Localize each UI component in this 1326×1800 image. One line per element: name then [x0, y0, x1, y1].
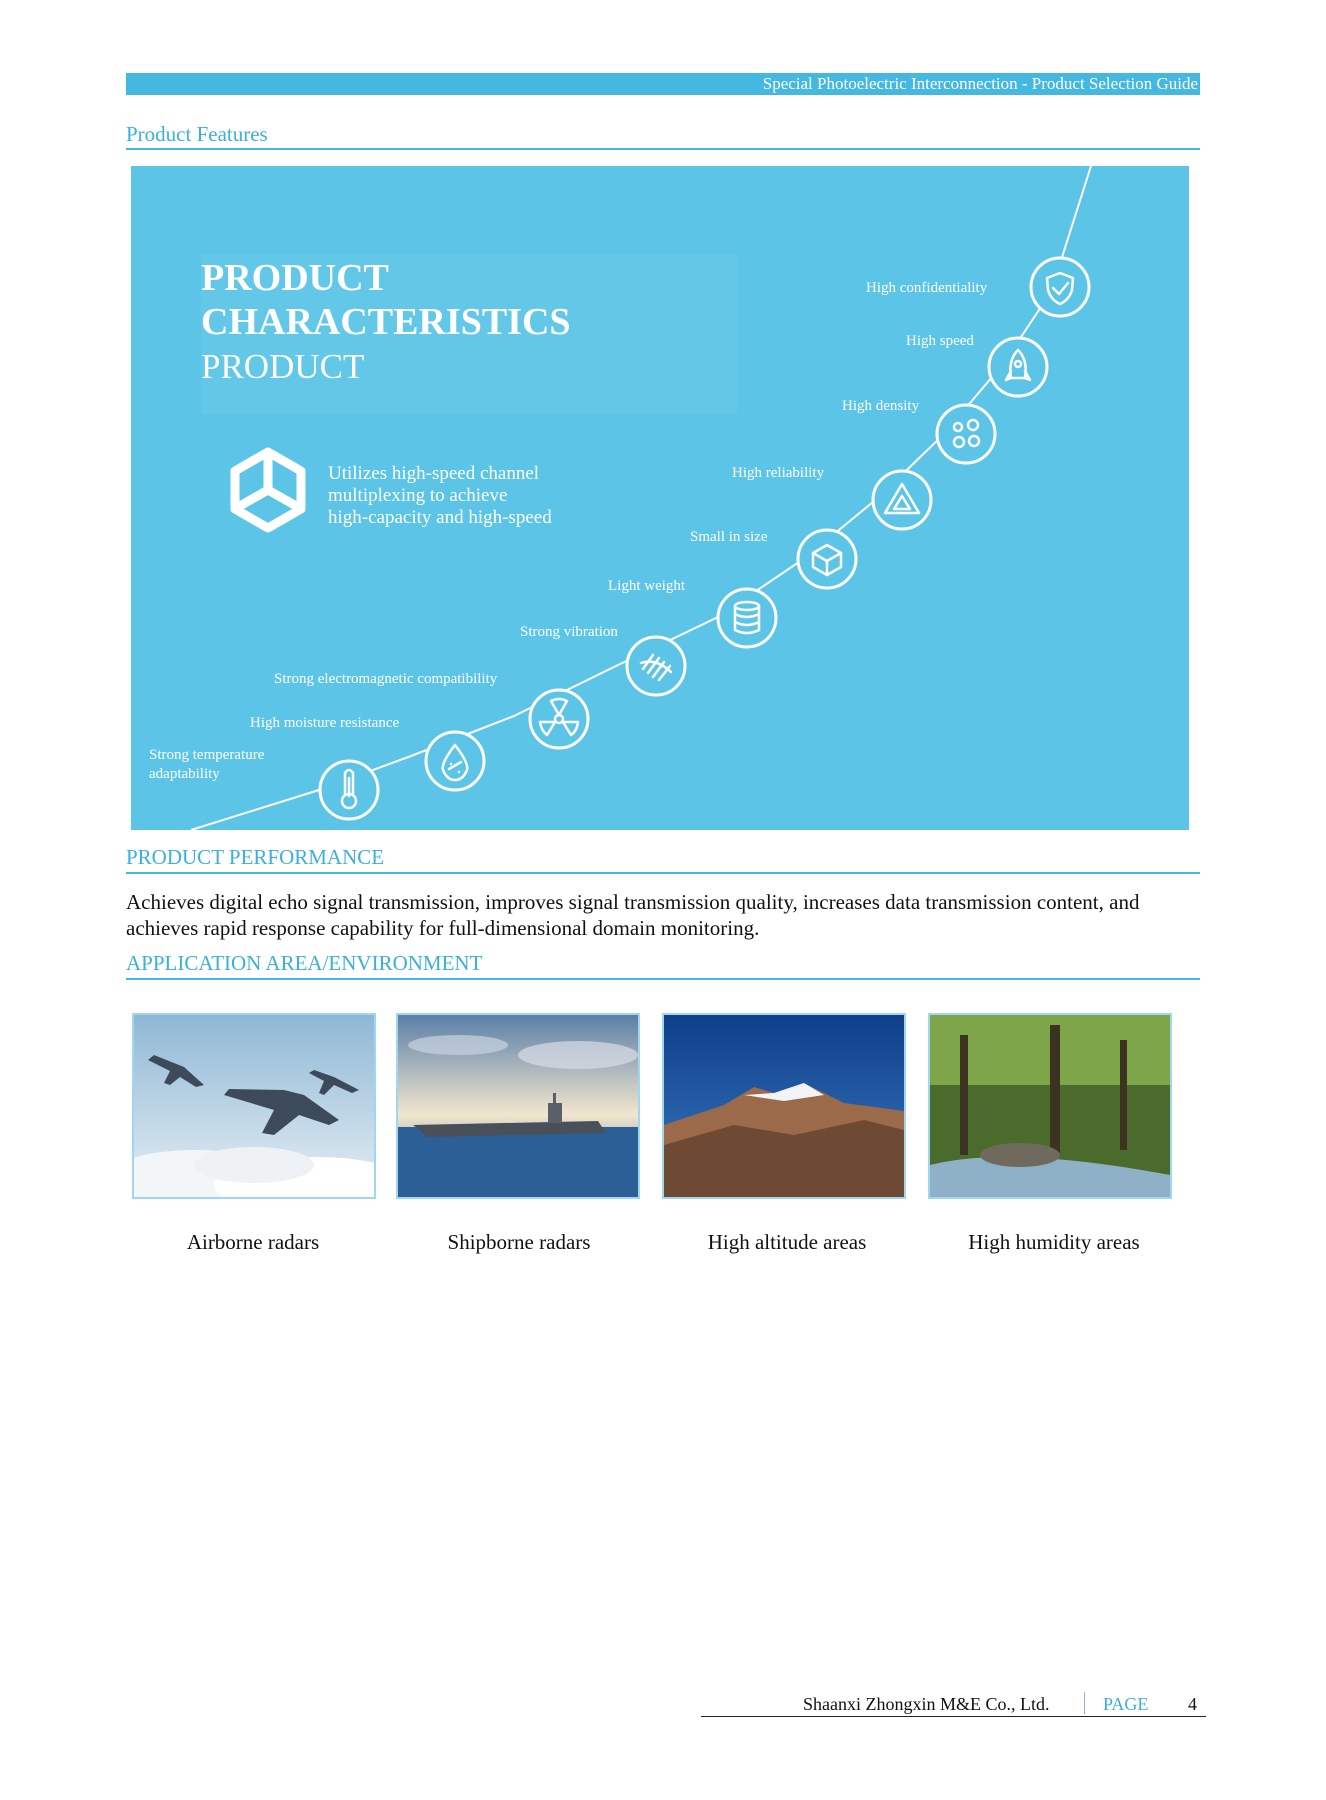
product-characteristics-banner	[131, 166, 1189, 830]
section-rule	[126, 978, 1200, 980]
footer-page-number: 4	[1188, 1694, 1197, 1714]
feature-label-6: Strong vibration	[520, 624, 618, 640]
caption-high-altitude: High altitude areas	[707, 1230, 867, 1254]
feature-circle-2	[937, 405, 995, 463]
footer-rule	[701, 1716, 1206, 1717]
performance-text: Achieves digital echo signal transmission, improves signal transmission quality, increases data transmission content, and achieves rapid response capability for full-dimensional domain monitoring.	[126, 890, 1140, 940]
section-rule	[126, 872, 1200, 874]
feature-label-0: High confidentiality	[866, 280, 988, 296]
feature-label-1: High speed	[906, 333, 974, 349]
caption-airborne: Airborne radars	[186, 1230, 320, 1254]
shipborne-radar-image	[396, 1013, 640, 1199]
banner-desc-line3: high-capacity and high-speed	[328, 507, 552, 528]
airborne-radar-image	[132, 1013, 376, 1199]
feature-label-3: High reliability	[732, 465, 825, 481]
footer-company: Shaanxi Zhongxin M&E Co., Ltd.	[803, 1694, 1050, 1714]
header-title: Special Photoelectric Interconnection - Product Selection Guide	[762, 74, 1198, 93]
feature-circle-4	[798, 530, 856, 588]
feature-circle-6	[627, 637, 685, 695]
banner-desc-line1: Utilizes high-speed channel	[328, 463, 540, 484]
high-humidity-image	[928, 1013, 1172, 1199]
section-title-application: APPLICATION AREA/ENVIRONMENT	[126, 951, 483, 975]
banner-title-line3: PRODUCT	[201, 347, 365, 386]
high-altitude-image	[662, 1013, 906, 1199]
caption-shipborne: Shipborne radars	[447, 1230, 591, 1254]
feature-label-9b: adaptability	[149, 766, 220, 782]
feature-label-9a: Strong temperature	[149, 747, 265, 763]
banner-desc-line2: multiplexing to achieve	[328, 485, 508, 506]
header-bar	[126, 73, 1200, 95]
caption-high-humidity: High humidity areas	[968, 1230, 1140, 1254]
feature-label-7: Strong electromagnetic compatibility	[274, 671, 498, 687]
banner-title-line2: CHARACTERISTICS	[201, 301, 571, 343]
feature-label-5: Light weight	[608, 578, 686, 594]
section-title-features: Product Features	[126, 122, 268, 146]
section-title-performance: PRODUCT PERFORMANCE	[126, 845, 385, 869]
feature-label-4: Small in size	[690, 529, 768, 545]
feature-label-2: High density	[842, 398, 920, 414]
banner-title-line1: PRODUCT	[201, 257, 389, 299]
feature-circle-3	[873, 471, 931, 529]
feature-circle-0	[1031, 258, 1089, 316]
cube-logo-icon	[235, 452, 301, 528]
footer-page-label: PAGE	[1103, 1694, 1149, 1714]
feature-circle-8	[426, 732, 484, 790]
section-rule	[126, 148, 1200, 150]
footer-separator	[1084, 1692, 1085, 1714]
feature-label-8: High moisture resistance	[250, 715, 400, 731]
